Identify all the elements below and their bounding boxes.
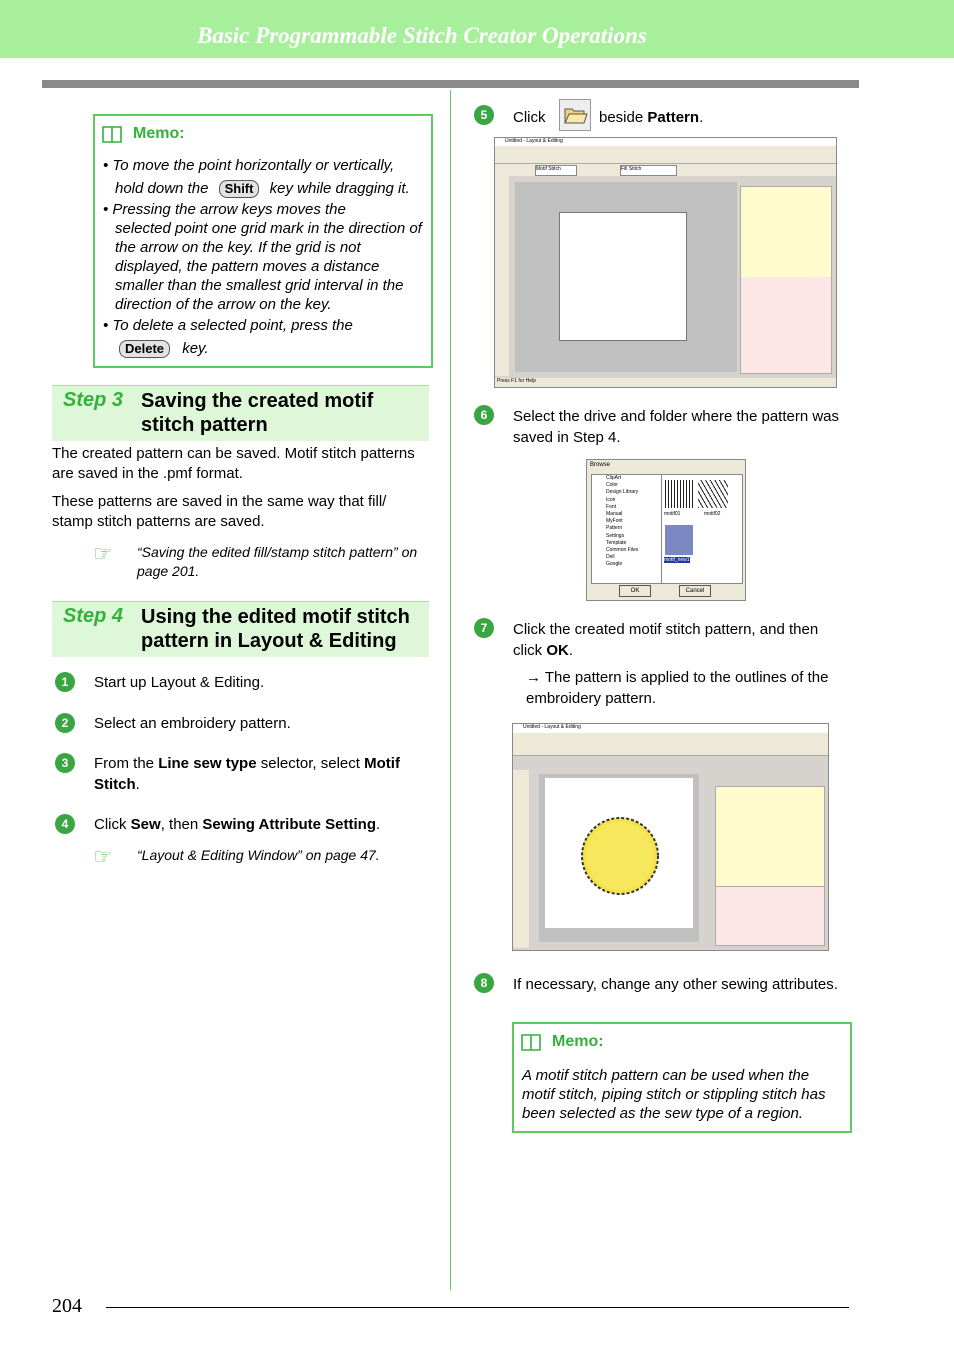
design-area[interactable] <box>515 182 737 372</box>
step-text: Select the drive and folder where the pattern was saved in Step 4. <box>513 408 840 446</box>
memo-text: selected point one grid mark in the direction of the arrow on the key. If the grid is not displayed, the pattern moves a distance smaller than the smallest grid interval in the direction of the arrow on the key. <box>115 220 422 313</box>
memo-text: key while dragging it. <box>269 180 410 197</box>
step-text: beside Pattern. <box>599 109 704 126</box>
step-number: 1 <box>55 672 75 692</box>
step-3-heading <box>52 385 429 441</box>
pointing-hand-icon: ☞ <box>93 844 113 869</box>
header-title: Basic Programmable Stitch Creator Operations <box>197 23 647 48</box>
design-page <box>545 778 693 928</box>
memo-title: Memo: <box>552 1033 604 1050</box>
folder-tree[interactable]: ClipArt Color Design Library Icon Font Manual MyFont Pattern Settings Template Common Files Dell Google <box>591 474 673 584</box>
open-folder-icon <box>560 100 590 130</box>
memo-text: hold down the <box>115 180 209 197</box>
cancel-button[interactable]: Cancel <box>679 585 711 597</box>
memo-box <box>93 114 433 368</box>
window-title: Untitled - Layout & Editing <box>495 138 836 146</box>
paragraph: The created pattern can be saved. Motif stitch patterns are saved in the .pmf format. <box>52 445 415 482</box>
column-divider <box>450 90 451 1290</box>
step-label: Step 3 <box>63 389 124 411</box>
tool-strip <box>495 176 509 376</box>
memo-title: Memo: <box>133 125 185 142</box>
delete-key: Delete <box>119 340 170 358</box>
top-rule <box>42 80 859 88</box>
pattern-thumbnail[interactable] <box>698 480 728 508</box>
pattern-thumbnail-selected[interactable] <box>665 525 693 555</box>
step-text: From the Line sew type selector, select Motif Stitch. <box>94 755 400 793</box>
memo-box <box>512 1022 852 1133</box>
book-icon <box>520 1032 542 1052</box>
sewing-attributes-panel <box>740 186 832 374</box>
step-number: 2 <box>55 713 75 733</box>
browse-folder-button[interactable] <box>559 99 591 131</box>
step-text: Start up Layout & Editing. <box>94 674 265 691</box>
sewing-attributes-panel <box>715 786 825 888</box>
toolbar <box>513 733 828 756</box>
shift-key: Shift <box>219 180 260 198</box>
sewing-attributes-panel-lower <box>715 886 825 946</box>
memo-bullet: • To delete a selected point, press the <box>103 317 353 334</box>
page-header <box>0 0 954 58</box>
design-page <box>559 212 687 341</box>
book-icon <box>101 124 123 144</box>
toolbar-2 <box>495 164 836 176</box>
step-4-heading <box>52 601 429 657</box>
memo-text: key. <box>182 340 209 357</box>
step-number: 6 <box>474 405 494 425</box>
step-number: 8 <box>474 973 494 993</box>
paragraph: These patterns are saved in the same way that fill/ stamp stitch patterns are saved. <box>52 493 387 530</box>
dialog-title: Browse <box>590 462 611 468</box>
tool-strip <box>513 770 529 948</box>
region-sew-combo[interactable]: Fill Stitch <box>620 165 677 176</box>
step-number: 3 <box>55 753 75 773</box>
pointing-hand-icon: ☞ <box>93 541 113 566</box>
status-bar: Press F1 for Help <box>495 378 837 387</box>
page-number: 204 <box>52 1295 82 1317</box>
sun-embroidery-pattern <box>545 778 693 928</box>
footer-rule <box>106 1307 849 1308</box>
line-sew-combo[interactable]: Motif Stitch <box>535 165 577 176</box>
step-title: Using the edited motif stitch pattern in Layout & Editing <box>141 606 410 652</box>
step-text: Click <box>513 109 546 126</box>
memo-bullet: • To move the point horizontally or vertically, <box>103 157 395 174</box>
step-number: 5 <box>474 105 494 125</box>
step-text: Click the created motif stitch pattern, and then click OK. <box>513 621 819 659</box>
step-text: Select an embroidery pattern. <box>94 715 291 732</box>
step-title: Saving the created motif stitch pattern <box>141 390 374 436</box>
step-text: Click Sew, then Sewing Attribute Setting. <box>94 816 381 833</box>
ok-button[interactable]: OK <box>619 585 651 597</box>
memo-bullet: • Pressing the arrow keys moves the <box>103 201 346 218</box>
result-text: → The pattern is applied to the outlines of the embroidery pattern. <box>526 669 829 707</box>
window-title: Untitled - Layout & Editing <box>513 724 828 733</box>
step-number: 4 <box>55 814 75 834</box>
step-number: 7 <box>474 618 494 638</box>
step-text: If necessary, change any other sewing attributes. <box>513 976 838 993</box>
browse-dialog-screenshot <box>586 459 746 601</box>
pattern-thumbnail[interactable] <box>665 480 695 508</box>
cross-reference: “Saving the edited fill/stamp stitch pattern” on page 201. <box>137 544 418 579</box>
cross-reference: “Layout & Editing Window” on page 47. <box>137 847 380 863</box>
toolbar <box>495 146 836 164</box>
layout-editing-screenshot-2 <box>512 723 829 951</box>
memo-text: A motif stitch pattern can be used when the motif stitch, piping stitch or stippling stitch has been selected as the sew type of a region. <box>522 1067 826 1122</box>
pattern-file-list[interactable]: motif01 motif02 motif_new1 <box>661 474 743 584</box>
step-label: Step 4 <box>63 605 124 627</box>
layout-editing-screenshot-1 <box>494 137 837 388</box>
design-area[interactable] <box>539 774 699 942</box>
